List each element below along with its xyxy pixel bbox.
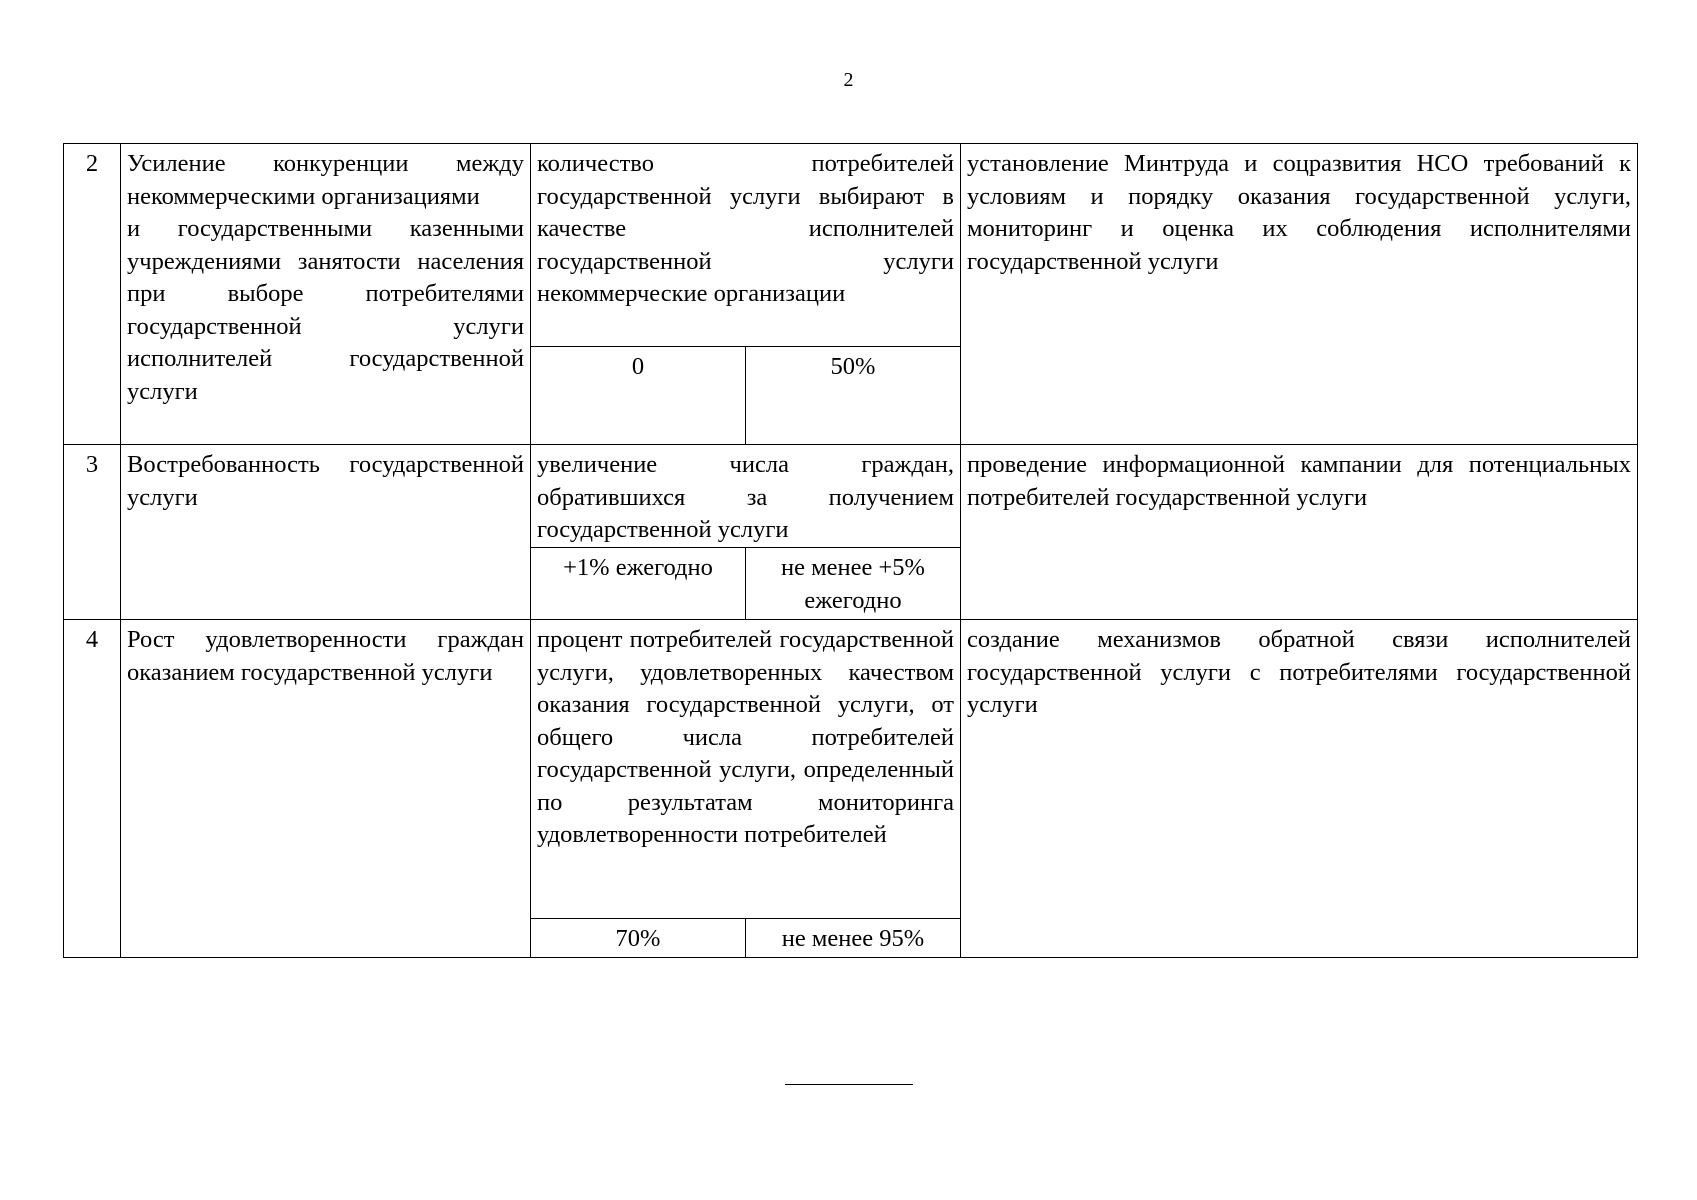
factor-text: Рост удовлетворенности граждан оказанием государственной услуги — [127, 626, 524, 686]
factor-cell — [121, 620, 531, 958]
factor-cell — [121, 445, 531, 620]
target-value-cell: 50% — [746, 347, 961, 445]
measures-cell: создание механизмов обратной связи исполнителей государственной услуги с потребителями государственной услуги — [961, 620, 1638, 958]
table-row — [64, 144, 1638, 347]
factor-text: Востребованность государственной услуги — [127, 451, 524, 511]
factor-cell — [121, 144, 531, 445]
factor-text: Усиление конкуренции между некоммерческими организациями — [127, 150, 524, 210]
indicator-cell: количество потребителей государственной услуги выбирают в качестве исполнителей государственной услуги некоммерческие организации — [531, 144, 961, 347]
row-number: 2 — [64, 144, 121, 445]
factor-text: и государственными казенными учреждениями занятости населения при выборе потребителями государственной услуги исполнителей государственной услуги — [127, 215, 524, 405]
row-number: 4 — [64, 620, 121, 958]
indicator-cell: увеличение числа граждан, обратившихся за получением государственной услуги — [531, 445, 961, 548]
table-row — [64, 620, 1638, 919]
row-number: 3 — [64, 445, 121, 620]
target-value-cell: не менее 95% — [746, 919, 961, 958]
target-value-cell: не менее +5% ежегодно — [746, 548, 961, 620]
base-value-cell: 70% — [531, 919, 746, 958]
measures-cell: проведение информационной кампании для потенциальных потребителей государственной услуги — [961, 445, 1638, 620]
base-value-cell: +1% ежегодно — [531, 548, 746, 620]
indicator-cell: процент потребителей государственной услуги, удовлетворенных качеством оказания государственной услуги, от общего числа потребителей государственной услуги, определенный по результатам мониторинга удовлетворенности потребителей — [531, 620, 961, 919]
measures-table — [63, 143, 1638, 958]
table-row — [64, 445, 1638, 548]
page-number: 2 — [843, 69, 854, 91]
base-value-cell: 0 — [531, 347, 746, 445]
end-divider — [785, 1084, 913, 1085]
measures-cell: установление Минтруда и соцразвития НСО требований к условиям и порядку оказания государственной услуги, мониторинг и оценка их соблюдения исполнителями государственной услуги — [961, 144, 1638, 445]
